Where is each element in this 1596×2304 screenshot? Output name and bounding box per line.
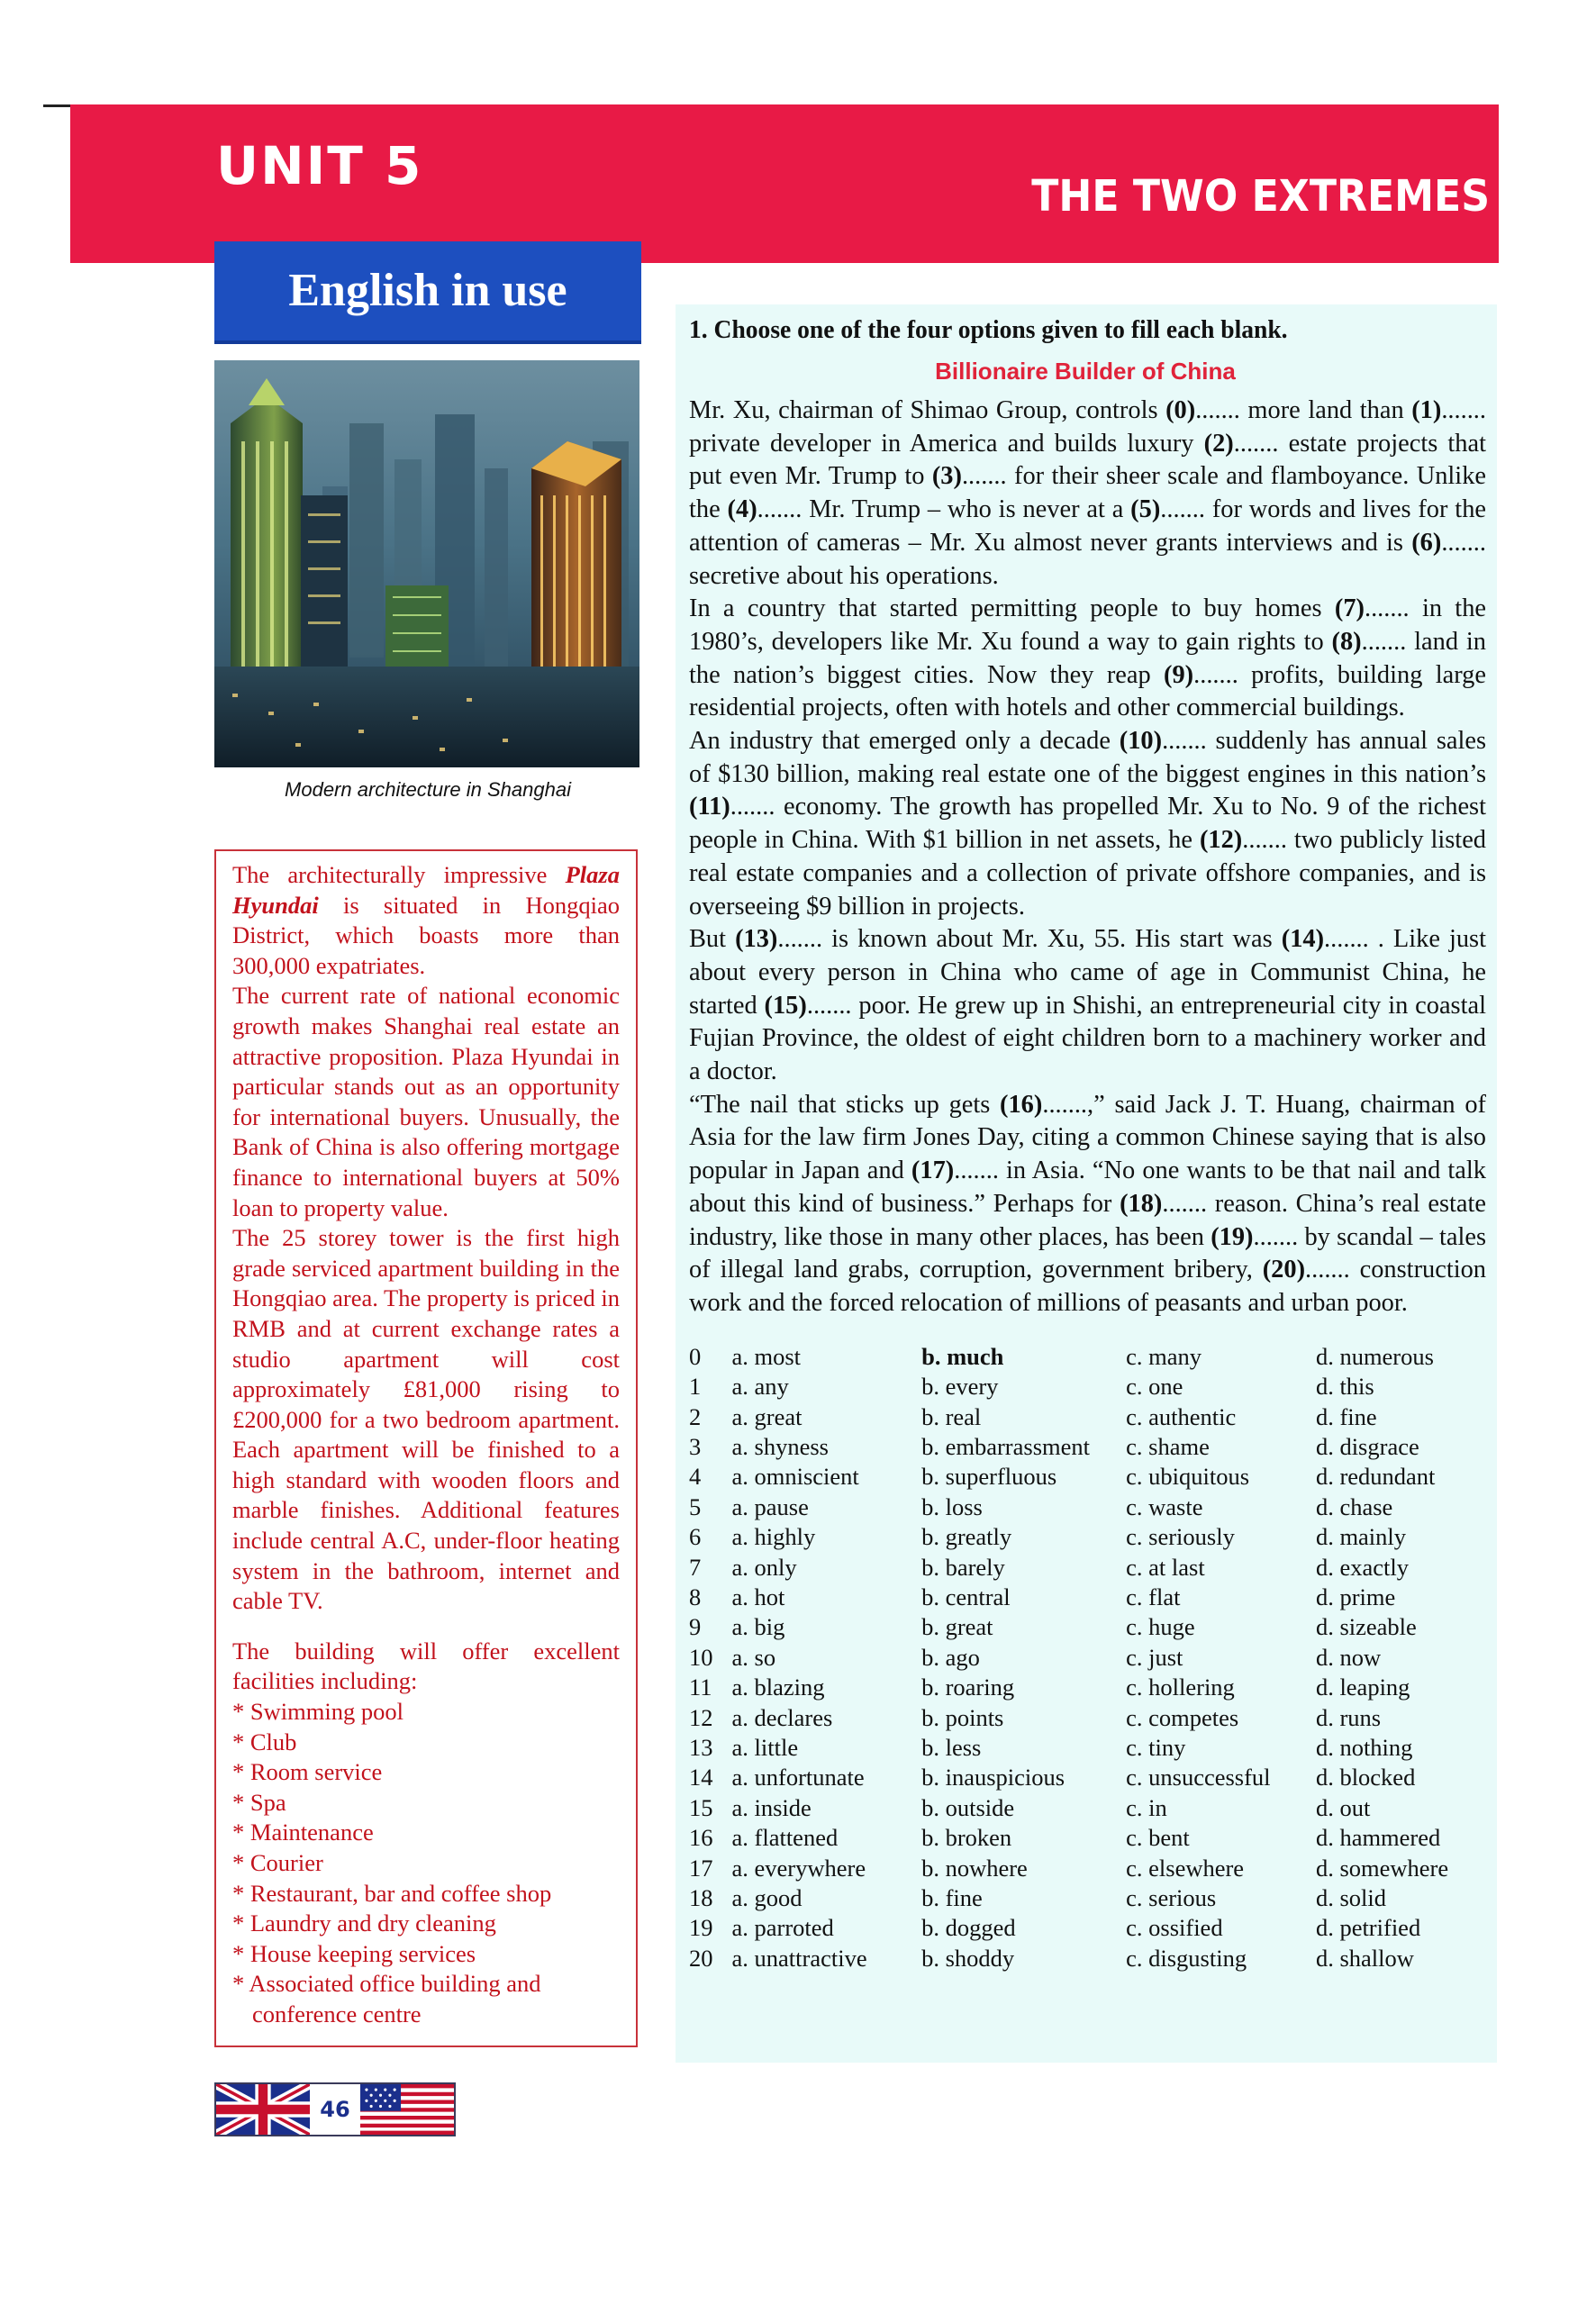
- blank-number: (16): [1000, 1090, 1043, 1119]
- blank-number: (15): [764, 991, 807, 1020]
- option-c[interactable]: c. authentic: [1126, 1402, 1237, 1430]
- option-a[interactable]: a. great: [731, 1402, 803, 1430]
- option-a[interactable]: a. most: [731, 1342, 802, 1370]
- option-d[interactable]: d. nothing: [1315, 1733, 1413, 1761]
- facility-item: * Swimming pool: [232, 1698, 404, 1726]
- option-b[interactable]: b. dogged: [921, 1914, 1016, 1942]
- passage-text: ....... construction work and the forced relocation of millions of peasants and urban poor.: [689, 1256, 1486, 1317]
- blank-number: (18): [1120, 1189, 1163, 1218]
- option-c[interactable]: c. flat: [1126, 1583, 1181, 1610]
- passage-text: ....... profits, building large residential projects, often with hotels and other commercial buildings.: [689, 660, 1486, 722]
- passage-text: ....... economy. The growth has propelled Mr. Xu to No. 9 of the richest people in China. With $1 billion in net assets, he: [689, 793, 1486, 855]
- option-c[interactable]: c. tiny: [1126, 1733, 1186, 1761]
- option-number: 9: [689, 1613, 702, 1641]
- facility-item: * Courier: [232, 1849, 323, 1876]
- passage-text: .......,” said Jack J. T. Huang, chairman of Asia for the law firm Jones Day, citing a common Chinese saying that is also popular in Japan and: [689, 1090, 1486, 1185]
- option-number: 5: [689, 1492, 702, 1520]
- passage-text: ....... . Like just about every person in China who came of age in Communist China, he started: [689, 925, 1486, 1020]
- passage-text: An industry that emerged only a decade: [689, 727, 1120, 756]
- blank-number: (2): [1203, 429, 1234, 458]
- facility-item: * Laundry and dry cleaning: [232, 1909, 496, 1937]
- option-row: [689, 1823, 1486, 1853]
- option-row: [689, 1372, 1486, 1401]
- option-row: [689, 1522, 1486, 1552]
- blank-number: (6): [1411, 528, 1442, 557]
- option-a[interactable]: a. good: [731, 1884, 803, 1911]
- option-a[interactable]: a. everywhere: [731, 1854, 866, 1882]
- option-c[interactable]: c. one: [1126, 1373, 1183, 1401]
- option-number: 0: [689, 1342, 702, 1370]
- option-a[interactable]: a. hot: [731, 1583, 785, 1610]
- us-flag-icon: [360, 2084, 454, 2135]
- option-a[interactable]: a. declares: [731, 1703, 833, 1731]
- option-b[interactable]: b. roaring: [921, 1674, 1015, 1701]
- option-b[interactable]: b. barely: [921, 1553, 1005, 1581]
- option-b[interactable]: b. every: [921, 1373, 999, 1401]
- option-row: [689, 1432, 1486, 1462]
- passage-paragraph: [689, 395, 1486, 593]
- option-number: 16: [689, 1824, 713, 1852]
- option-d[interactable]: d. exactly: [1315, 1553, 1409, 1581]
- option-a[interactable]: a. any: [731, 1373, 789, 1401]
- option-row: [689, 1733, 1486, 1763]
- blank-number: (7): [1334, 594, 1365, 623]
- option-number: 14: [689, 1764, 713, 1791]
- option-a[interactable]: a. inside: [731, 1793, 812, 1821]
- option-b[interactable]: b. much: [921, 1342, 1004, 1370]
- passage-text: ....... poor. He grew up in Shishi, an entrepreneurial city in coastal Fujian Province, the oldest of eight children born to a machinery worker and a doctor.: [689, 991, 1486, 1086]
- facilities-list: [232, 1697, 620, 2030]
- options-table: [689, 1342, 1486, 1974]
- passage: [689, 395, 1486, 1320]
- option-number: 11: [689, 1674, 712, 1701]
- info-paragraph-1: [232, 860, 620, 981]
- option-number: 10: [689, 1643, 713, 1671]
- option-c[interactable]: c. unsuccessful: [1126, 1764, 1271, 1791]
- passage-text: “The nail that sticks up gets: [689, 1090, 1001, 1119]
- option-b[interactable]: b. central: [921, 1583, 1011, 1610]
- option-c[interactable]: c. shame: [1126, 1432, 1210, 1460]
- option-a[interactable]: a. flattened: [731, 1824, 839, 1852]
- option-b[interactable]: b. greatly: [921, 1523, 1012, 1551]
- option-b[interactable]: b. inauspicious: [921, 1764, 1066, 1791]
- option-number: 20: [689, 1944, 713, 1972]
- exercise-instruction: 1. Choose one of the four options given to fill each blank.: [689, 315, 1288, 344]
- option-d[interactable]: d. somewhere: [1315, 1854, 1449, 1882]
- option-c[interactable]: c. many: [1126, 1342, 1202, 1370]
- passage-text: ....... for words and lives for the attention of cameras – Mr. Xu almost never grants interviews and is: [689, 495, 1486, 557]
- facility-item: * Room service: [232, 1758, 383, 1786]
- info-p1-before: The architecturally impressive: [232, 861, 566, 888]
- passage-text: ....... Mr. Trump – who is never at a: [757, 495, 1131, 524]
- option-b[interactable]: b. ago: [921, 1643, 980, 1671]
- option-number: 19: [689, 1914, 713, 1942]
- passage-text: ....... two publicly listed real estate companies and a collection of private offshore companies, and is overseeing $9 billion in projects.: [689, 826, 1486, 921]
- info-paragraph-4: The building will offer excellent facilities including:: [232, 1637, 620, 1695]
- option-row: [689, 1793, 1486, 1823]
- shanghai-photo: [214, 360, 639, 767]
- facility-item: * House keeping services: [232, 1939, 476, 1967]
- section-tag: English in use: [214, 241, 641, 344]
- option-d[interactable]: d. runs: [1315, 1703, 1382, 1731]
- passage-text: Mr. Xu, chairman of Shimao Group, controls: [689, 396, 1166, 424]
- option-d[interactable]: d. out: [1315, 1793, 1371, 1821]
- facility-item: * Club: [232, 1728, 297, 1755]
- option-b[interactable]: b. outside: [921, 1793, 1015, 1821]
- info-p1-after: is situated in Hongqiao District, which boasts more than 300,000 expatriates.: [232, 891, 620, 979]
- option-row: [689, 1583, 1486, 1612]
- option-number: 12: [689, 1703, 713, 1731]
- passage-paragraph: [689, 593, 1486, 725]
- option-row: [689, 1612, 1486, 1642]
- option-a[interactable]: a. shyness: [731, 1432, 829, 1460]
- blank-number: (4): [727, 495, 757, 524]
- blank-number: (17): [911, 1157, 955, 1185]
- option-c[interactable]: c. hollering: [1126, 1674, 1235, 1701]
- blank-number: (12): [1199, 826, 1243, 855]
- passage-text: ....... private developer in America and builds luxury: [689, 396, 1486, 458]
- facility-item: * Maintenance: [232, 1819, 374, 1846]
- option-number: 13: [689, 1733, 713, 1761]
- option-row: [689, 1673, 1486, 1702]
- option-d[interactable]: d. chase: [1315, 1492, 1393, 1520]
- passage-text: But: [689, 925, 736, 954]
- option-b[interactable]: b. broken: [921, 1824, 1012, 1852]
- option-d[interactable]: d. prime: [1315, 1583, 1396, 1610]
- option-a[interactable]: a. omniscient: [731, 1463, 859, 1491]
- blank-number: (14): [1281, 925, 1325, 954]
- option-number: 3: [689, 1432, 702, 1460]
- option-a[interactable]: a. so: [731, 1643, 776, 1671]
- option-b[interactable]: b. loss: [921, 1492, 983, 1520]
- blank-number: (8): [1331, 627, 1362, 656]
- option-a[interactable]: a. little: [731, 1733, 799, 1761]
- option-d[interactable]: d. now: [1315, 1643, 1382, 1671]
- info-paragraph-3: The 25 storey tower is the first high grade serviced apartment building in the Hongqiao area. The property is priced in RMB and at current exchange rates a studio apartment will cost approximately £81,000 rising to £200,000 for a two bedroom apartment. Each apartment will be finished to a high standard with wooden floors and marble finishes. Additional features include central A.C, under-floor heating system in the bathroom, internet and cable TV.: [232, 1224, 620, 1615]
- option-number: 17: [689, 1854, 713, 1882]
- option-row: [689, 1854, 1486, 1883]
- option-c[interactable]: c. serious: [1126, 1884, 1217, 1911]
- blank-number: (5): [1130, 495, 1161, 524]
- option-row: [689, 1342, 1486, 1372]
- option-row: [689, 1492, 1486, 1522]
- option-d[interactable]: d. mainly: [1315, 1523, 1407, 1551]
- option-row: [689, 1553, 1486, 1583]
- passage-text: ....... by scandal – tales of illegal land grabs, corruption, government bribery,: [689, 1222, 1486, 1284]
- facility-item: * Restaurant, bar and coffee shop: [232, 1879, 552, 1907]
- passage-title: Billionaire Builder of China: [935, 358, 1236, 385]
- option-d[interactable]: d. shallow: [1315, 1944, 1414, 1972]
- blank-number: (0): [1165, 396, 1196, 424]
- option-row: [689, 1763, 1486, 1792]
- page-number: 46: [320, 2097, 350, 2122]
- option-number: 7: [689, 1553, 702, 1581]
- passage-text: ....... estate projects that put even Mr. Trump to: [689, 429, 1486, 491]
- option-row: [689, 1643, 1486, 1673]
- option-row: [689, 1944, 1486, 1973]
- option-a[interactable]: a. pause: [731, 1492, 809, 1520]
- option-c[interactable]: c. waste: [1126, 1492, 1203, 1520]
- option-row: [689, 1402, 1486, 1432]
- facility-item: * Associated office building and conference centre: [232, 1970, 541, 2027]
- exercise-panel: [676, 304, 1497, 2063]
- passage-text: ....... land in the nation’s biggest cities. Now they reap: [689, 627, 1487, 689]
- option-d[interactable]: d. disgrace: [1315, 1432, 1419, 1460]
- uk-flag-icon: [216, 2084, 310, 2135]
- passage-text: In a country that started permitting people to buy homes: [689, 594, 1335, 623]
- blank-number: (9): [1164, 660, 1194, 689]
- facility-item: * Spa: [232, 1788, 286, 1816]
- blank-number: (11): [689, 793, 730, 821]
- option-a[interactable]: a. big: [731, 1613, 785, 1641]
- option-d[interactable]: d. solid: [1315, 1884, 1386, 1911]
- blank-number: (10): [1119, 727, 1163, 756]
- blank-number: (3): [931, 462, 962, 491]
- page-footer: [214, 2082, 456, 2136]
- option-number: 1: [689, 1373, 702, 1401]
- passage-text: ....... secretive about his operations.: [689, 528, 1486, 590]
- option-c[interactable]: c. ubiquitous: [1126, 1463, 1250, 1491]
- passage-paragraph: [689, 923, 1486, 1089]
- skyline-illustration: [214, 360, 639, 767]
- unit-title: UNIT 5: [216, 135, 423, 196]
- option-number: 8: [689, 1583, 702, 1610]
- option-b[interactable]: b. shoddy: [921, 1944, 1015, 1972]
- option-c[interactable]: c. disgusting: [1126, 1944, 1247, 1972]
- option-a[interactable]: a. highly: [731, 1523, 816, 1551]
- option-b[interactable]: b. real: [921, 1402, 982, 1430]
- option-d[interactable]: d. petrified: [1315, 1914, 1421, 1942]
- option-number: 6: [689, 1523, 702, 1551]
- passage-text: ....... is known about Mr. Xu, 55. His start was: [777, 925, 1282, 954]
- option-a[interactable]: a. parroted: [731, 1914, 834, 1942]
- option-row: [689, 1462, 1486, 1492]
- passage-text: ....... more land than: [1195, 396, 1412, 424]
- blank-number: (20): [1262, 1256, 1306, 1284]
- passage-text: ....... suddenly has annual sales of $130 billion, making real estate one of the biggest engines in this nation’s: [689, 727, 1487, 788]
- passage-text: ....... for their sheer scale and flamboyance. Unlike the: [689, 462, 1486, 524]
- option-a[interactable]: a. unfortunate: [731, 1764, 865, 1791]
- option-d[interactable]: d. fine: [1315, 1402, 1377, 1430]
- option-c[interactable]: c. elsewhere: [1126, 1854, 1245, 1882]
- option-b[interactable]: b. nowhere: [921, 1854, 1028, 1882]
- blank-number: (19): [1211, 1222, 1254, 1251]
- option-d[interactable]: d. leaping: [1315, 1674, 1410, 1701]
- option-c[interactable]: c. ossified: [1126, 1914, 1223, 1942]
- option-number: 18: [689, 1884, 713, 1911]
- option-number: 15: [689, 1793, 713, 1821]
- blank-number: (13): [735, 925, 778, 954]
- option-a[interactable]: a. only: [731, 1553, 797, 1581]
- option-c[interactable]: c. competes: [1126, 1703, 1239, 1731]
- plaza-hyundai-infobox: [214, 849, 638, 2047]
- option-a[interactable]: a. unattractive: [731, 1944, 867, 1972]
- option-b[interactable]: b. great: [921, 1613, 993, 1641]
- top-rule: [43, 104, 70, 107]
- option-row: [689, 1883, 1486, 1913]
- passage-text: ....... in the 1980’s, developers like Mr. Xu found a way to gain rights to: [689, 594, 1486, 656]
- option-number: 4: [689, 1463, 702, 1491]
- option-c[interactable]: c. just: [1126, 1643, 1183, 1671]
- option-d[interactable]: d. hammered: [1315, 1824, 1441, 1852]
- option-b[interactable]: b. embarrassment: [921, 1432, 1090, 1460]
- unit-subtitle: THE TWO EXTREMES: [1031, 171, 1490, 222]
- option-d[interactable]: d. blocked: [1315, 1764, 1416, 1791]
- option-row: [689, 1913, 1486, 1943]
- option-c[interactable]: c. bent: [1126, 1824, 1190, 1852]
- option-row: [689, 1703, 1486, 1733]
- info-paragraph-2: The current rate of national economic growth makes Shanghai real estate an attractive proposition. Plaza Hyundai in particular stands out as an opportunity for international buyers. Unusually, the Bank of China is also offering mortgage finance to international buyers at 50% loan to property value.: [232, 982, 620, 1221]
- option-d[interactable]: d. numerous: [1315, 1342, 1434, 1370]
- blank-number: (1): [1411, 396, 1442, 424]
- option-c[interactable]: c. huge: [1126, 1613, 1195, 1641]
- option-c[interactable]: c. seriously: [1126, 1523, 1235, 1551]
- passage-text: ....... reason. China’s real estate industry, like those in many other places, has been: [689, 1189, 1486, 1251]
- option-b[interactable]: b. points: [921, 1703, 1004, 1731]
- passage-paragraph: [689, 1089, 1486, 1320]
- option-b[interactable]: b. superfluous: [921, 1463, 1057, 1491]
- info-p1-bold: Plaza Hyundai: [232, 861, 620, 919]
- option-a[interactable]: a. blazing: [731, 1674, 825, 1701]
- photo-caption: Modern architecture in Shanghai: [285, 778, 571, 801]
- option-c[interactable]: c. in: [1126, 1793, 1167, 1821]
- option-b[interactable]: b. less: [921, 1733, 982, 1761]
- option-d[interactable]: d. sizeable: [1315, 1613, 1417, 1641]
- option-b[interactable]: b. fine: [921, 1884, 983, 1911]
- passage-text: ....... in Asia. “No one wants to be that nail and talk about this kind of business.” Perhaps for: [689, 1157, 1486, 1218]
- option-d[interactable]: d. redundant: [1315, 1463, 1436, 1491]
- option-c[interactable]: c. at last: [1126, 1553, 1205, 1581]
- option-number: 2: [689, 1402, 702, 1430]
- passage-paragraph: [689, 725, 1486, 923]
- option-d[interactable]: d. this: [1315, 1373, 1374, 1401]
